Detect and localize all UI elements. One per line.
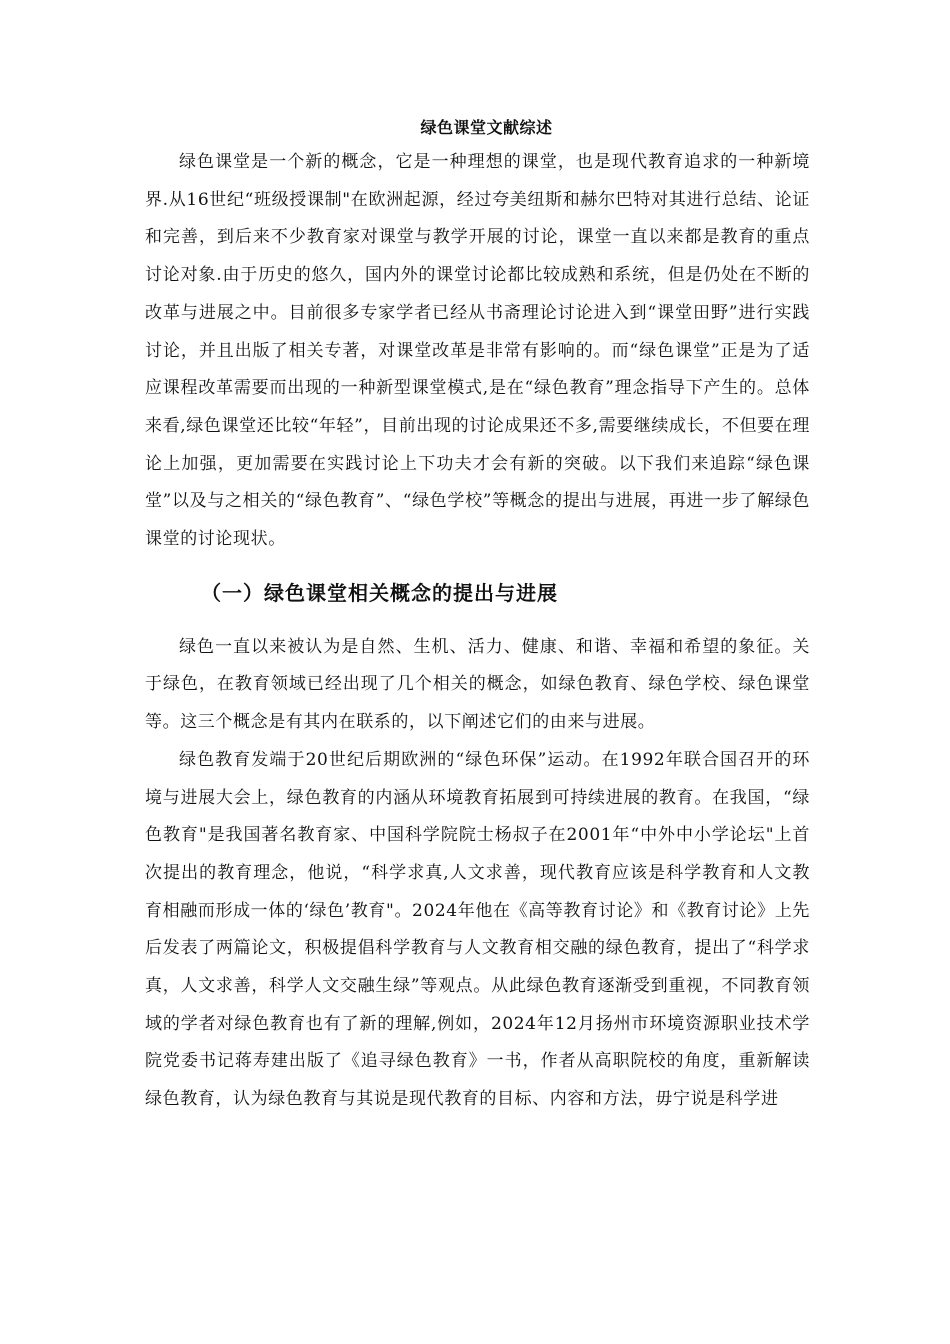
section-heading: （一）绿色课堂相关概念的提出与进展 (201, 580, 558, 605)
document-body (145, 114, 810, 1119)
document-title: 绿色课堂文献综述 (420, 118, 553, 137)
section-paragraph-2: 绿色教育发端于20世纪后期欧洲的“绿色环保”运动。在1992年联合国召开的环境与进展大会上，绿色教育的内涵从环境教育拓展到可持续进展的教育。在我国，“绿色教育"是我国著名教育家、中国科学院院士杨叔子在2001年“中外中小学论坛"上首次提出的教育理念，他说，“科学求真,人文求善，现代教育应该是科学教育和人文教育相融而形成一体的‘绿色’教育"。2024年他在《高等教育讨论》和《教育讨论》上先后发表了两篇论文，积极提倡科学教育与人文教育相交融的绿色教育，提出了“科学求真，人文求善，科学人文交融生绿”等观点。从此绿色教育逐渐受到重视，不同教育领域的学者对绿色教育也有了新的理解,例如，2024年12月扬州市环境资源职业技术学院党委书记蒋寿建出版了《追寻绿色教育》一书，作者从高职院校的角度，重新解读绿色教育，认为绿色教育与其说是现代教育的目标、内容和方法，毋宁说是科学进 (145, 749, 810, 1110)
section-paragraph-1: 绿色一直以来被认为是自然、生机、活力、健康、和谐、幸福和希望的象征。关于绿色，在教育领域已经出现了几个相关的概念，如绿色教育、绿色学校、绿色课堂等。这三个概念是有其内在联系的，以下阐述它们的由来与进展。 (145, 636, 810, 733)
intro-paragraph: 绿色课堂是一个新的概念，它是一种理想的课堂，也是现代教育追求的一种新境界.从16世纪“班级授课制"在欧洲起源，经过夸美纽斯和赫尔巴特对其进行总结、论证和完善，到后来不少教育家对课堂与教学开展的讨论，课堂一直以来都是教育的重点讨论对象.由于历史的悠久，国内外的课堂讨论都比较成熟和系统，但是仍处在不断的改革与进展之中。目前很多专家学者已经从书斋理论讨论进入到“课堂田野”进行实践讨论，并且出版了相关专著，对课堂改革是非常有影响的。而“绿色课堂”正是为了适应课程改革需要而出现的一种新型课堂模式,是在“绿色教育”理念指导下产生的。总体来看,绿色课堂还比较“年轻”，目前出现的讨论成果还不多,需要继续成长，不但要在理论上加强，更加需要在实践讨论上下功夫才会有新的突破。以下我们来追踪“绿色课堂”以及与之相关的“绿色教育”、“绿色学校”等概念的提出与进展，再进一步了解绿色课堂的讨论现状。 (145, 152, 810, 550)
